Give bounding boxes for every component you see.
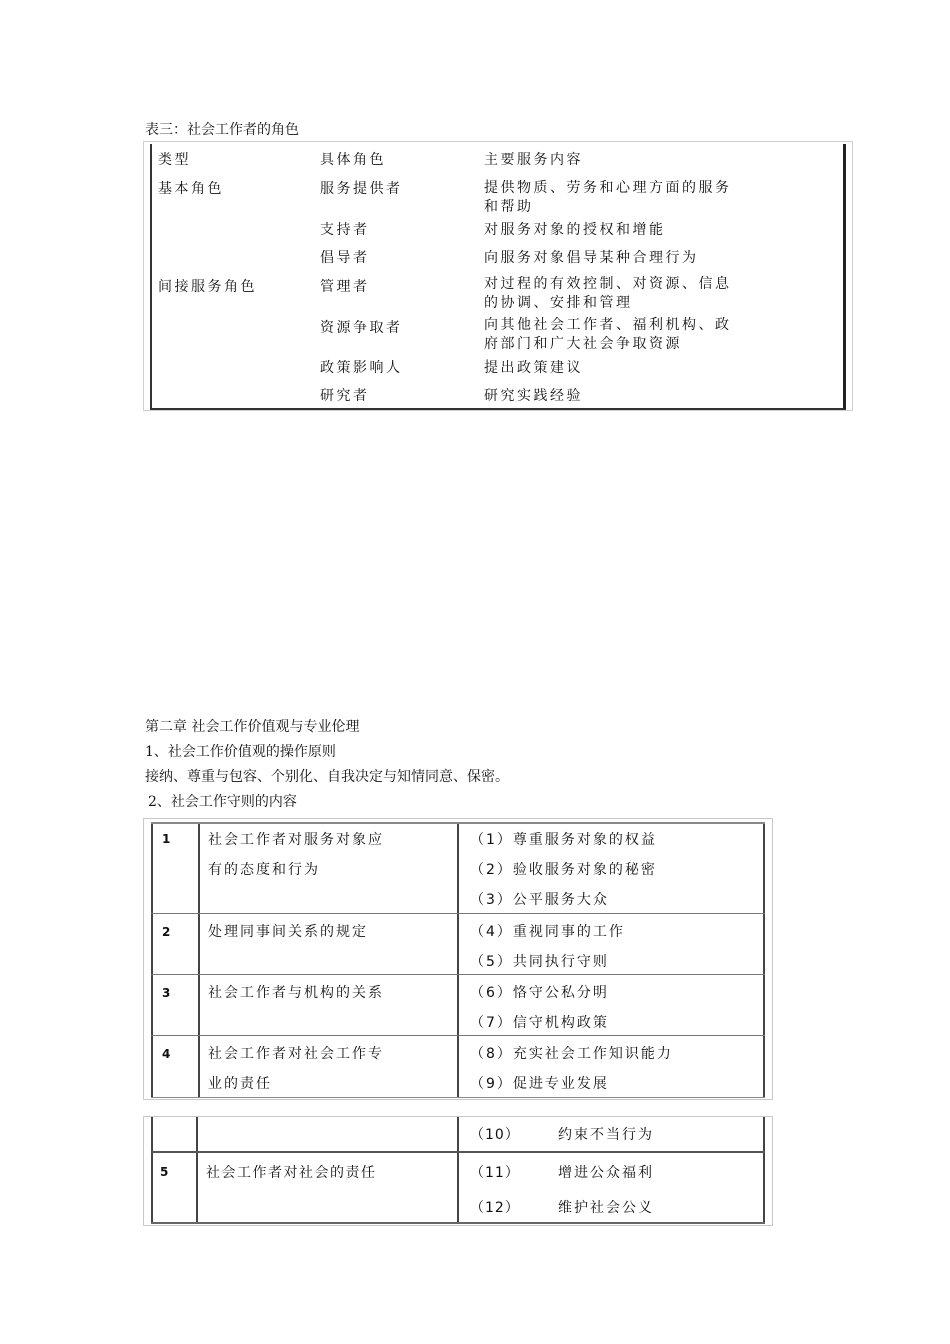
code-table-continued: [143, 1116, 773, 1226]
header-content: 主要服务内容: [484, 152, 583, 168]
code-row-divider-1: [151, 913, 765, 914]
code-category: 社会工作者与机构的关系: [208, 985, 384, 1001]
code-cont-divider-1: [196, 1117, 198, 1223]
code-row-divider-2: [151, 974, 765, 975]
code-category: 处理同事间关系的规定: [208, 924, 368, 940]
section2-title: 2、社会工作守则的内容: [148, 794, 297, 810]
content-provider-l1: 提供物质、劳务和心理方面的服务: [484, 180, 732, 196]
code-table-divider-2: [457, 822, 459, 1098]
code-item: （7）信守机构政策: [470, 1015, 609, 1031]
code-item: （1）尊重服务对象的权益: [470, 832, 657, 848]
content-provider-l2: 和帮助: [484, 199, 534, 215]
code-item: （4）重视同事的工作: [470, 924, 625, 940]
code-table-border-left: [151, 822, 153, 1098]
code-table-divider-1: [198, 822, 200, 1098]
table-caption: 表三：社会工作者的角色: [145, 122, 299, 138]
code-item: 增进公众福利: [558, 1165, 654, 1181]
header-role: 具体角色: [320, 152, 386, 168]
code-category: 社会工作者对社会的责任: [206, 1165, 377, 1181]
code-item: （8）充实社会工作知识能力: [470, 1046, 673, 1062]
code-cont-divider-2: [457, 1117, 459, 1223]
content-supporter: 对服务对象的授权和增能: [484, 222, 666, 238]
code-cont-border-left: [151, 1117, 153, 1223]
content-policy: 提出政策建议: [484, 360, 583, 376]
code-table-border-top: [151, 822, 765, 824]
code-category: 业的责任: [208, 1076, 272, 1092]
code-item-num: （11）: [470, 1165, 520, 1181]
code-category: 有的态度和行为: [208, 862, 320, 878]
code-row-num: 4: [162, 1047, 171, 1061]
type-indirect: 间接服务角色: [158, 279, 257, 295]
content-manager-l2: 的协调、安排和管理: [484, 295, 633, 311]
code-row-divider-3: [151, 1035, 765, 1036]
content-resource-l1: 向其他社会工作者、福利机构、政: [484, 317, 732, 333]
code-table-border-bottom: [151, 1097, 765, 1098]
code-item: （9）促进专业发展: [470, 1076, 609, 1092]
role-advocate: 倡导者: [320, 250, 370, 266]
code-row-num: 5: [160, 1165, 169, 1179]
code-item-num: （10）: [470, 1127, 520, 1143]
code-cont-row-divider: [151, 1151, 765, 1153]
header-type: 类型: [158, 152, 191, 168]
roles-table: [143, 141, 853, 411]
code-item: 维护社会公义: [558, 1200, 654, 1216]
code-item: （3）公平服务大众: [470, 892, 609, 908]
role-resource: 资源争取者: [320, 320, 403, 336]
code-row-num: 2: [162, 925, 171, 939]
section1-title: 1、社会工作价值观的操作原则: [145, 744, 336, 760]
content-resource-l2: 府部门和广大社会争取资源: [484, 336, 682, 352]
code-cont-border-right: [763, 1117, 765, 1223]
chapter-title: 第二章 社会工作价值观与专业伦理: [145, 719, 360, 735]
code-item: （2）验收服务对象的秘密: [470, 862, 657, 878]
role-manager: 管理者: [320, 279, 370, 295]
code-item: 约束不当行为: [558, 1127, 654, 1143]
code-item: （5）共同执行守则: [470, 954, 609, 970]
code-category: 社会工作者对服务对象应: [208, 832, 384, 848]
role-policy: 政策影响人: [320, 360, 403, 376]
code-table-border-right: [763, 822, 765, 1098]
content-researcher: 研究实践经验: [484, 388, 583, 404]
content-advocate: 向服务对象倡导某种合理行为: [484, 250, 699, 266]
role-supporter: 支持者: [320, 222, 370, 238]
role-researcher: 研究者: [320, 388, 370, 404]
code-item-num: （12）: [470, 1200, 520, 1216]
section1-body: 接纳、尊重与包容、个别化、自我决定与知情同意、保密。: [145, 769, 509, 785]
code-row-num: 3: [162, 986, 171, 1000]
code-row-num: 1: [162, 832, 171, 846]
code-category: 社会工作者对社会工作专: [208, 1046, 384, 1062]
code-cont-border-bottom: [151, 1222, 765, 1224]
code-table: [143, 818, 773, 1100]
type-basic: 基本角色: [158, 181, 224, 197]
role-provider: 服务提供者: [320, 181, 403, 197]
code-item: （6）恪守公私分明: [470, 985, 609, 1001]
content-manager-l1: 对过程的有效控制、对资源、信息: [484, 276, 732, 292]
